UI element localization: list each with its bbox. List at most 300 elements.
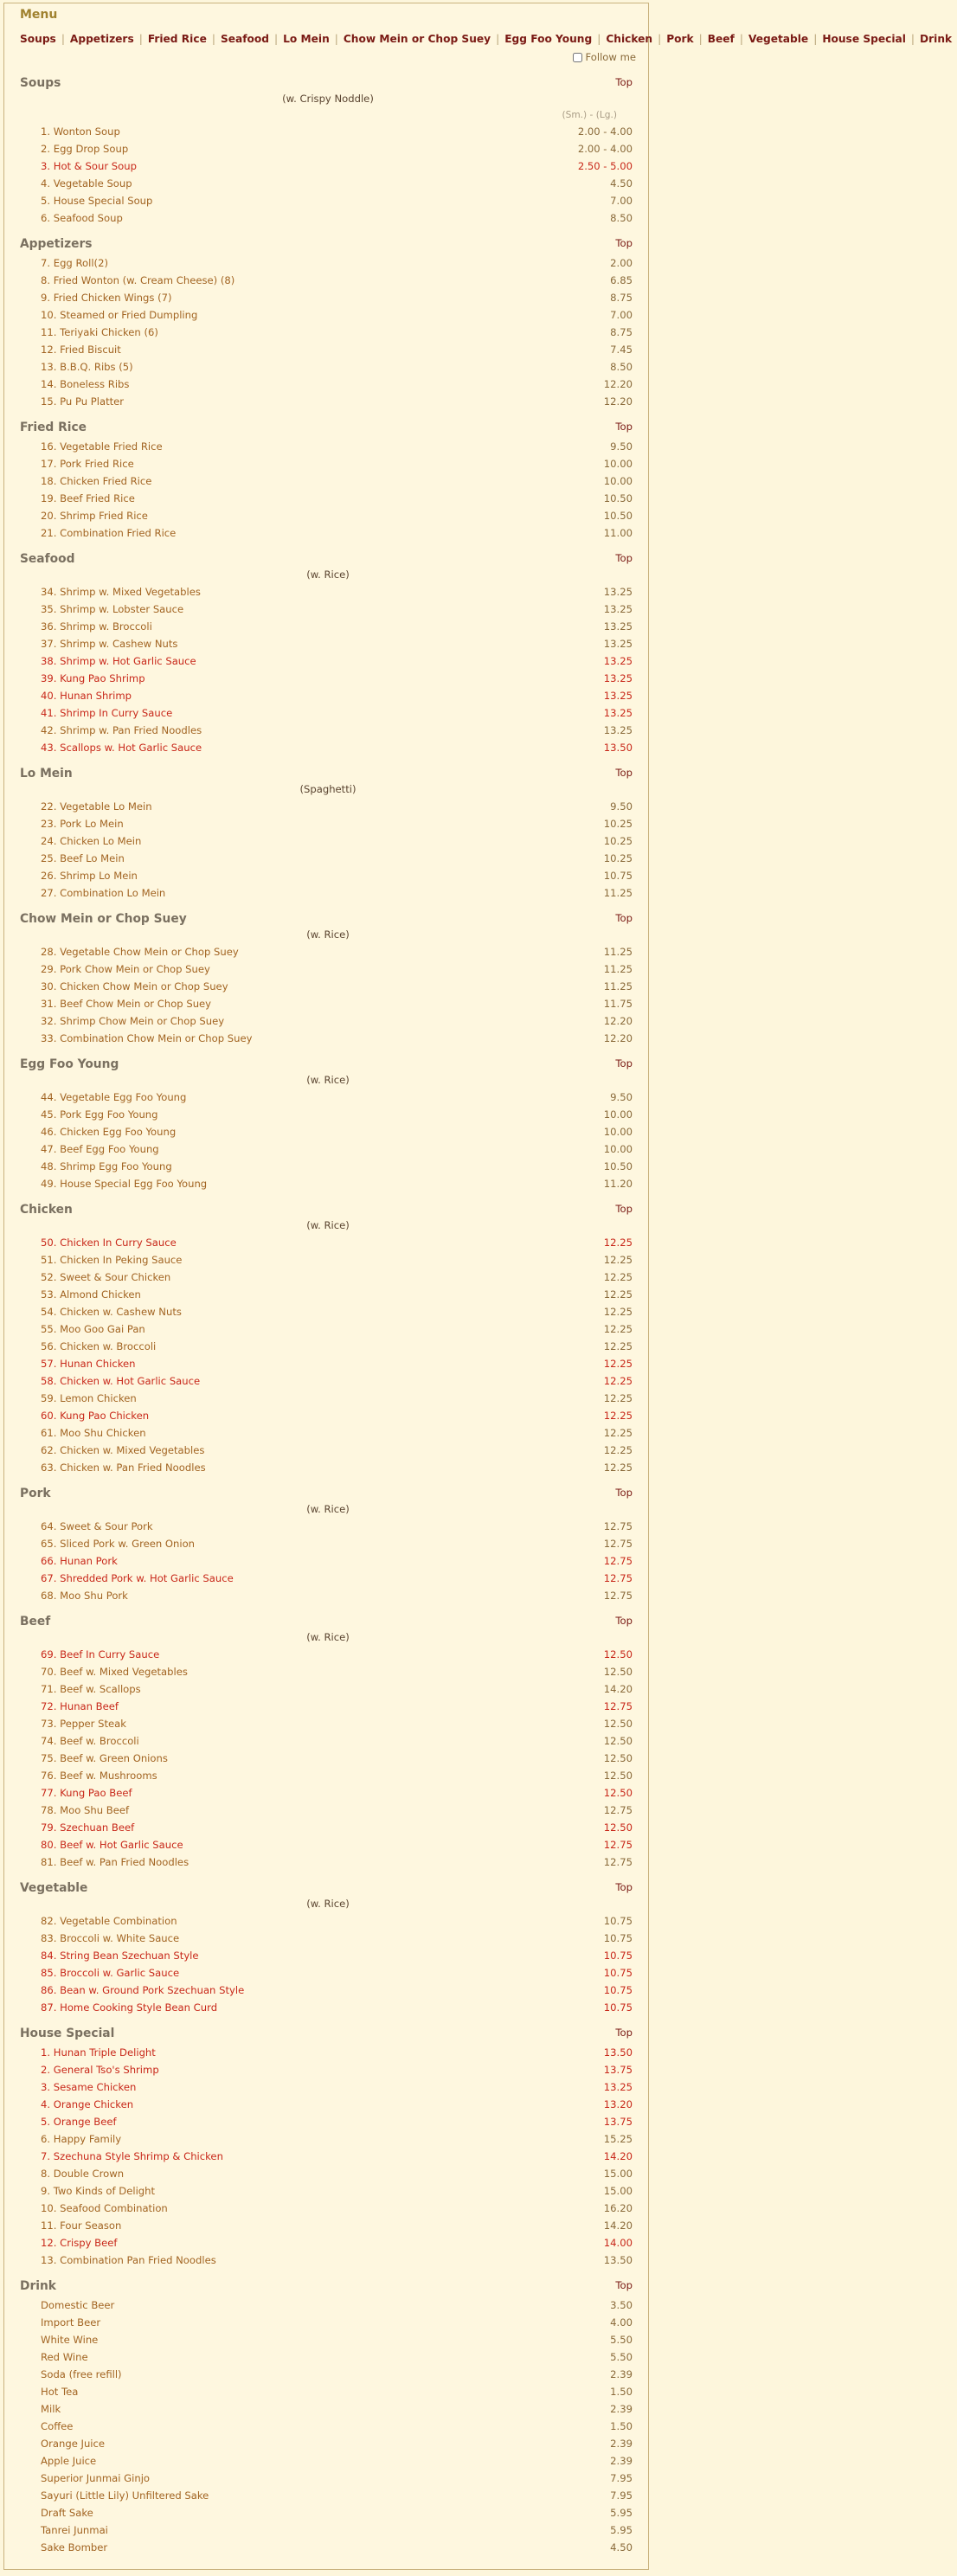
menu-item-name: 37. Shrimp w. Cashew Nuts [41, 638, 178, 650]
menu-item-name: 12. Crispy Beef [41, 2237, 118, 2249]
menu-item [20, 1269, 636, 1286]
menu-item-price: 15.00 [603, 2168, 633, 2180]
menu-item-name: 8. Double Crown [41, 2168, 125, 2180]
menu-item-name: 48. Shrimp Egg Foo Young [41, 1160, 172, 1172]
menu-item-name: 75. Beef w. Green Onions [41, 1752, 168, 1764]
section-spacer [20, 1476, 636, 1484]
menu-item-name: 14. Boneless Ribs [41, 378, 130, 390]
menu-item-name: 3. Sesame Chicken [41, 2081, 137, 2093]
menu-item-name: 73. Pepper Steak [41, 1718, 126, 1730]
menu-item [20, 2130, 636, 2148]
menu-item-name: 5. Orange Beef [41, 2116, 117, 2128]
nav-link-drink[interactable]: Drink [920, 33, 953, 45]
menu-item [20, 1750, 636, 1767]
section-header [20, 764, 636, 784]
menu-item [20, 1552, 636, 1570]
menu-item-price: 12.20 [603, 395, 633, 408]
menu-item [20, 2182, 636, 2200]
menu-item [20, 1518, 636, 1535]
section-header [20, 2277, 636, 2297]
menu-item [20, 1355, 636, 1372]
section-header [20, 909, 636, 929]
menu-item [20, 687, 636, 704]
menu-item-price: 12.25 [603, 1410, 633, 1422]
menu-item-price: 12.50 [603, 1718, 633, 1730]
menu-item-name: 7. Szechuna Style Shrimp & Chicken [41, 2150, 223, 2162]
section-title: Soups [20, 76, 61, 90]
section-spacer [20, 2556, 636, 2564]
menu-item [20, 2366, 636, 2383]
menu-item-price: 10.00 [603, 1108, 633, 1121]
menu-item-name: 58. Chicken w. Hot Garlic Sauce [41, 1375, 201, 1387]
menu-item-price: 5.95 [610, 2507, 633, 2519]
menu-item [20, 867, 636, 884]
section-header [20, 1200, 636, 1220]
menu-item-price: 12.20 [603, 1015, 633, 1027]
menu-item-price: 10.50 [603, 492, 633, 504]
menu-item-name: 23. Pork Lo Mein [41, 818, 124, 830]
menu-item-name: 29. Pork Chow Mein or Chop Suey [41, 963, 210, 975]
menu-item-price: 12.25 [603, 1288, 633, 1301]
section-drink [20, 2277, 636, 2564]
menu-item-name: 55. Moo Goo Gai Pan [41, 1323, 145, 1335]
menu-item [20, 2400, 636, 2418]
menu-item-name: 69. Beef In Curry Sauce [41, 1648, 160, 1661]
menu-item [20, 798, 636, 815]
menu-item [20, 1767, 636, 1784]
menu-item-name: 63. Chicken w. Pan Fried Noodles [41, 1461, 206, 1474]
menu-item-name: 7. Egg Roll(2) [41, 257, 108, 269]
menu-item [20, 1587, 636, 1604]
menu-item [20, 995, 636, 1012]
nav-link-pork[interactable]: Pork [666, 33, 694, 45]
back-to-top-link[interactable]: Top [615, 421, 633, 433]
menu-item [20, 583, 636, 601]
section-egg-foo-young [20, 1055, 636, 1200]
menu-item-price: 12.25 [603, 1444, 633, 1456]
menu-item-name: 13. Combination Pan Fried Noodles [41, 2254, 216, 2266]
section-title: Egg Foo Young [20, 1057, 119, 1071]
back-to-top-link[interactable]: Top [615, 2279, 633, 2291]
menu-item-name: 78. Moo Shu Beef [41, 1804, 130, 1816]
back-to-top-link[interactable]: Top [615, 912, 633, 924]
menu-item [20, 652, 636, 670]
menu-item [20, 1175, 636, 1192]
menu-item-name: 83. Broccoli w. White Sauce [41, 1932, 180, 1944]
section-spacer [20, 2269, 636, 2277]
category-nav [20, 30, 953, 63]
menu-item-name: 24. Chicken Lo Mein [41, 835, 142, 847]
menu-item [20, 1158, 636, 1175]
menu-item-name: 1. Hunan Triple Delight [41, 2046, 156, 2059]
section-header [20, 2024, 636, 2044]
menu-item-name: 70. Beef w. Mixed Vegetables [41, 1666, 188, 1678]
menu-item-price: 10.75 [603, 1984, 633, 1996]
back-to-top-link[interactable]: Top [615, 2027, 633, 2039]
section-title: Lo Mein [20, 767, 73, 781]
nav-link-fried-rice[interactable]: Fried Rice [147, 33, 207, 45]
section-spacer [20, 1047, 636, 1055]
menu-item-name: 16. Vegetable Fried Rice [41, 440, 163, 453]
menu-item [20, 1286, 636, 1303]
nav-link-lo-mein[interactable]: Lo Mein [283, 33, 330, 45]
menu-item [20, 618, 636, 635]
menu-item [20, 1698, 636, 1715]
menu-item [20, 1459, 636, 1476]
menu-item-price: 4.50 [610, 2541, 633, 2554]
menu-item-name: 52. Sweet & Sour Chicken [41, 1271, 171, 1283]
menu-item-price: 11.25 [603, 980, 633, 992]
section-lo-mein [20, 764, 636, 909]
menu-item-price: 12.25 [603, 1461, 633, 1474]
menu-item [20, 2435, 636, 2452]
menu-item-name: 4. Orange Chicken [41, 2098, 134, 2110]
menu-item-price: 2.00 [610, 257, 633, 269]
menu-item-price: 5.50 [610, 2351, 633, 2363]
menu-item [20, 2148, 636, 2165]
section-note: (w. Rice) [306, 1503, 350, 1515]
follow-me-checkbox[interactable] [573, 53, 582, 62]
section-note: (w. Rice) [306, 569, 350, 581]
menu-item-price: 11.20 [603, 1178, 633, 1190]
menu-item-name: 39. Kung Pao Shrimp [41, 672, 145, 684]
menu-item-name: 60. Kung Pao Chicken [41, 1410, 150, 1422]
menu-item-name: 50. Chicken In Curry Sauce [41, 1237, 177, 1249]
menu-item-price: 12.75 [603, 1538, 633, 1550]
menu-item-price: 1.50 [610, 2420, 633, 2432]
menu-item [20, 1964, 636, 1982]
menu-item-name: 13. B.B.Q. Ribs (5) [41, 361, 133, 373]
menu-item [20, 1106, 636, 1123]
section-soups [20, 74, 636, 234]
menu-item-name: 28. Vegetable Chow Mein or Chop Suey [41, 946, 239, 958]
menu-item-name: Apple Juice [41, 2455, 97, 2467]
nav-link-house-special[interactable]: House Special [822, 33, 906, 45]
menu-item-price: 10.50 [603, 1160, 633, 1172]
menu-item-price: 12.75 [603, 1572, 633, 1584]
section-header [20, 1055, 636, 1075]
back-to-top-link[interactable]: Top [615, 76, 633, 88]
menu-item [20, 254, 636, 272]
menu-item-price: 12.50 [603, 1752, 633, 1764]
menu-item-name: 87. Home Cooking Style Bean Curd [41, 2001, 218, 2014]
menu-item-price: 10.25 [603, 835, 633, 847]
section-chow-mein-or-chop-suey [20, 909, 636, 1055]
menu-item [20, 2252, 636, 2269]
menu-item-name: 71. Beef w. Scallops [41, 1683, 141, 1695]
section-spacer [20, 2016, 636, 2024]
menu-item [20, 960, 636, 978]
section-title: Appetizers [20, 237, 93, 251]
menu-item-price: 12.50 [603, 1735, 633, 1747]
section-spacer [20, 227, 636, 234]
menu-item-name: 72. Hunan Beef [41, 1700, 119, 1712]
menu-item [20, 376, 636, 393]
section-header [20, 1879, 636, 1898]
menu-item-price: 8.75 [610, 326, 633, 338]
menu-item [20, 358, 636, 376]
menu-item-price: 8.50 [610, 212, 633, 224]
back-to-top-link[interactable]: Top [615, 1881, 633, 1893]
back-to-top-link[interactable]: Top [615, 1203, 633, 1215]
menu-item [20, 2096, 636, 2113]
nav-separator: | [813, 33, 818, 45]
menu-item [20, 472, 636, 490]
menu-item-price: 11.00 [603, 527, 633, 539]
section-title: Beef [20, 1615, 51, 1628]
menu-item-name: 77. Kung Pao Beef [41, 1787, 132, 1799]
nav-link-vegetable[interactable]: Vegetable [748, 33, 809, 45]
menu-item-price: 7.95 [610, 2489, 633, 2502]
section-note: (w. Rice) [306, 928, 350, 941]
menu-item-price: 2.00 - 4.00 [577, 143, 633, 155]
back-to-top-link[interactable]: Top [615, 1615, 633, 1627]
menu-item [20, 2418, 636, 2435]
menu-item-name: Import Beer [41, 2316, 101, 2329]
menu-item-price: 10.00 [603, 1143, 633, 1155]
menu-item-name: 80. Beef w. Hot Garlic Sauce [41, 1839, 183, 1851]
section-header [20, 549, 636, 569]
menu-item-name: 18. Chicken Fried Rice [41, 475, 152, 487]
menu-item-price: 7.45 [610, 344, 633, 356]
menu-item [20, 1338, 636, 1355]
section-note: (w. Rice) [306, 1074, 350, 1086]
menu-item-price: 3.50 [610, 2299, 633, 2311]
section-note: (Spaghetti) [299, 783, 356, 795]
nav-link-egg-foo-young[interactable]: Egg Foo Young [504, 33, 593, 45]
menu-item-price: 12.50 [603, 1787, 633, 1799]
menu-item-price: 8.75 [610, 292, 633, 304]
menu-item-name: Milk [41, 2403, 61, 2415]
menu-item-price: 12.50 [603, 1770, 633, 1782]
menu-item-price: 12.75 [603, 1839, 633, 1851]
menu-item-price: 7.00 [610, 309, 633, 321]
menu-item [20, 1535, 636, 1552]
menu-item [20, 2348, 636, 2366]
menu-item-price: 13.25 [603, 638, 633, 650]
menu-item [20, 1680, 636, 1698]
menu-item-name: 85. Broccoli w. Garlic Sauce [41, 1967, 180, 1979]
menu-item-name: 32. Shrimp Chow Mein or Chop Suey [41, 1015, 225, 1027]
nav-link-beef[interactable]: Beef [707, 33, 735, 45]
menu-item-name: 11. Teriyaki Chicken (6) [41, 326, 158, 338]
menu-item-name: 8. Fried Wonton (w. Cream Cheese) (8) [41, 274, 235, 286]
menu-item-price: 12.20 [603, 1032, 633, 1044]
nav-link-seafood[interactable]: Seafood [220, 33, 269, 45]
menu-item [20, 1320, 636, 1338]
menu-item-name: 67. Shredded Pork w. Hot Garlic Sauce [41, 1572, 234, 1584]
section-title: Pork [20, 1487, 51, 1500]
menu-item-name: 84. String Bean Szechuan Style [41, 1950, 199, 1962]
menu-item [20, 438, 636, 455]
menu-item-price: 13.50 [603, 2046, 633, 2059]
menu-item-price: 12.25 [603, 1306, 633, 1318]
back-to-top-link[interactable]: Top [615, 237, 633, 249]
section-note: (w. Rice) [306, 1631, 350, 1643]
menu-item [20, 1407, 636, 1424]
menu-item-name: 22. Vegetable Lo Mein [41, 800, 152, 813]
menu-item [20, 2383, 636, 2400]
menu-item-price: 12.50 [603, 1821, 633, 1834]
menu-item-name: 30. Chicken Chow Mein or Chop Suey [41, 980, 228, 992]
menu-item-price: 10.75 [603, 1967, 633, 1979]
menu-item [20, 1802, 636, 1819]
menu-item-price: 12.75 [603, 1856, 633, 1868]
nav-separator: | [496, 33, 500, 45]
nav-link-appetizers[interactable]: Appetizers [69, 33, 134, 45]
menu-item-name: 19. Beef Fried Rice [41, 492, 135, 504]
menu-item [20, 192, 636, 209]
menu-item-name: 15. Pu Pu Platter [41, 395, 125, 408]
menu-item-name: 17. Pork Fried Rice [41, 458, 134, 470]
back-to-top-link[interactable]: Top [615, 767, 633, 779]
section-vegetable [20, 1879, 636, 2024]
menu-item-name: 2. Egg Drop Soup [41, 143, 129, 155]
menu-item-price: 16.20 [603, 2202, 633, 2214]
menu-item [20, 1853, 636, 1871]
menu-item-name: 42. Shrimp w. Pan Fried Noodles [41, 724, 202, 736]
menu-item-price: 14.00 [603, 2237, 633, 2249]
menu-item-name: 9. Two Kinds of Delight [41, 2185, 156, 2197]
menu-item-name: 5. House Special Soup [41, 195, 153, 207]
section-header [20, 1484, 636, 1504]
nav-link-soups[interactable]: Soups [20, 33, 56, 45]
menu-item-name: 9. Fried Chicken Wings (7) [41, 292, 172, 304]
section-house-special [20, 2024, 636, 2277]
menu-item-price: 5.50 [610, 2334, 633, 2346]
section-header [20, 234, 636, 254]
menu-item-name: 21. Combination Fried Rice [41, 527, 177, 539]
menu-item [20, 393, 636, 410]
menu-item [20, 140, 636, 157]
menu-item [20, 1732, 636, 1750]
menu-item-name: Hot Tea [41, 2386, 79, 2398]
menu-item [20, 1663, 636, 1680]
menu-item-name: 25. Beef Lo Mein [41, 852, 125, 864]
menu-item [20, 1089, 636, 1106]
back-to-top-link[interactable]: Top [615, 1057, 633, 1070]
back-to-top-link[interactable]: Top [615, 1487, 633, 1499]
menu-item [20, 1140, 636, 1158]
menu-item [20, 2487, 636, 2504]
menu-item-name: 81. Beef w. Pan Fried Noodles [41, 1856, 189, 1868]
back-to-top-link[interactable]: Top [615, 552, 633, 564]
menu-item-price: 12.75 [603, 1804, 633, 1816]
menu-item [20, 209, 636, 227]
menu-item-name: 53. Almond Chicken [41, 1288, 141, 1301]
menu-item-name: 12. Fried Biscuit [41, 344, 121, 356]
section-title: House Special [20, 2027, 115, 2040]
menu-item-price: 12.25 [603, 1254, 633, 1266]
menu-item-price: 15.00 [603, 2185, 633, 2197]
menu-item-name: 47. Beef Egg Foo Young [41, 1143, 159, 1155]
menu-item [20, 2470, 636, 2487]
menu-item [20, 1836, 636, 1853]
menu-item-name: 38. Shrimp w. Hot Garlic Sauce [41, 655, 196, 667]
menu-item-name: 1. Wonton Soup [41, 125, 120, 138]
menu-item-name: Sake Bomber [41, 2541, 108, 2554]
menu-item-price: 14.20 [603, 2150, 633, 2162]
menu-item-name: White Wine [41, 2334, 99, 2346]
section-title: Vegetable [20, 1881, 88, 1895]
menu-item [20, 507, 636, 524]
section-title: Seafood [20, 552, 75, 566]
menu-item [20, 272, 636, 289]
menu-item [20, 722, 636, 739]
menu-item-name: 33. Combination Chow Mein or Chop Suey [41, 1032, 253, 1044]
menu-item-price: 2.39 [610, 2403, 633, 2415]
menu-item-price: 13.25 [603, 655, 633, 667]
nav-link-chow-mein-or-chop-suey[interactable]: Chow Mein or Chop Suey [343, 33, 491, 45]
menu-item-name: 26. Shrimp Lo Mein [41, 870, 138, 882]
menu-item-name: 44. Vegetable Egg Foo Young [41, 1091, 187, 1103]
menu-item-price: 10.00 [603, 1126, 633, 1138]
menu-item-price: 14.20 [603, 2219, 633, 2232]
section-title: Chow Mein or Chop Suey [20, 912, 187, 926]
menu-item-price: 10.00 [603, 458, 633, 470]
menu-item-name: 3. Hot & Sour Soup [41, 160, 137, 172]
nav-separator: | [597, 33, 601, 45]
menu-item [20, 2521, 636, 2539]
menu-item-name: 6. Seafood Soup [41, 212, 123, 224]
menu-item [20, 1784, 636, 1802]
menu-item-price: 13.25 [603, 586, 633, 598]
follow-me-toggle[interactable] [573, 48, 636, 67]
menu-item [20, 306, 636, 324]
follow-me-label: Follow me [585, 51, 636, 63]
menu-item-name: 79. Szechuan Beef [41, 1821, 135, 1834]
menu-item [20, 1715, 636, 1732]
menu-item-price: 8.50 [610, 361, 633, 373]
menu-item-price: 12.75 [603, 1700, 633, 1712]
menu-item-price: 12.25 [603, 1427, 633, 1439]
menu-item-name: Coffee [41, 2420, 74, 2432]
menu-item-name: 10. Seafood Combination [41, 2202, 168, 2214]
menu-item-name: 43. Scallops w. Hot Garlic Sauce [41, 742, 202, 754]
menu-item-name: 40. Hunan Shrimp [41, 690, 132, 702]
menu-item-price: 10.25 [603, 852, 633, 864]
menu-item-name: 34. Shrimp w. Mixed Vegetables [41, 586, 201, 598]
menu-item [20, 1030, 636, 1047]
menu-item-price: 9.50 [610, 800, 633, 813]
menu-item-price: 12.20 [603, 378, 633, 390]
menu-item [20, 455, 636, 472]
menu-item-price: 12.25 [603, 1323, 633, 1335]
section-seafood [20, 549, 636, 764]
menu-item-price: 13.25 [603, 620, 633, 633]
menu-item-price: 6.85 [610, 274, 633, 286]
nav-link-chicken[interactable]: Chicken [606, 33, 653, 45]
nav-separator: | [334, 33, 338, 45]
menu-item [20, 1303, 636, 1320]
section-header [20, 418, 636, 438]
menu-item-price: 11.75 [603, 998, 633, 1010]
menu-item [20, 2044, 636, 2061]
menu-item-name: 86. Bean w. Ground Pork Szechuan Style [41, 1984, 245, 1996]
menu-item [20, 1646, 636, 1663]
section-title: Drink [20, 2279, 56, 2293]
menu-item-name: 68. Moo Shu Pork [41, 1590, 128, 1602]
menu-item [20, 1819, 636, 1836]
menu-item-name: 27. Combination Lo Mein [41, 887, 166, 899]
menu-item-price: 12.75 [603, 1520, 633, 1532]
section-chicken [20, 1200, 636, 1484]
menu-item [20, 1012, 636, 1030]
menu-item [20, 1930, 636, 1947]
menu-item-price: 11.25 [603, 963, 633, 975]
menu-item-price: 2.50 - 5.00 [577, 160, 633, 172]
section-beef [20, 1612, 636, 1879]
